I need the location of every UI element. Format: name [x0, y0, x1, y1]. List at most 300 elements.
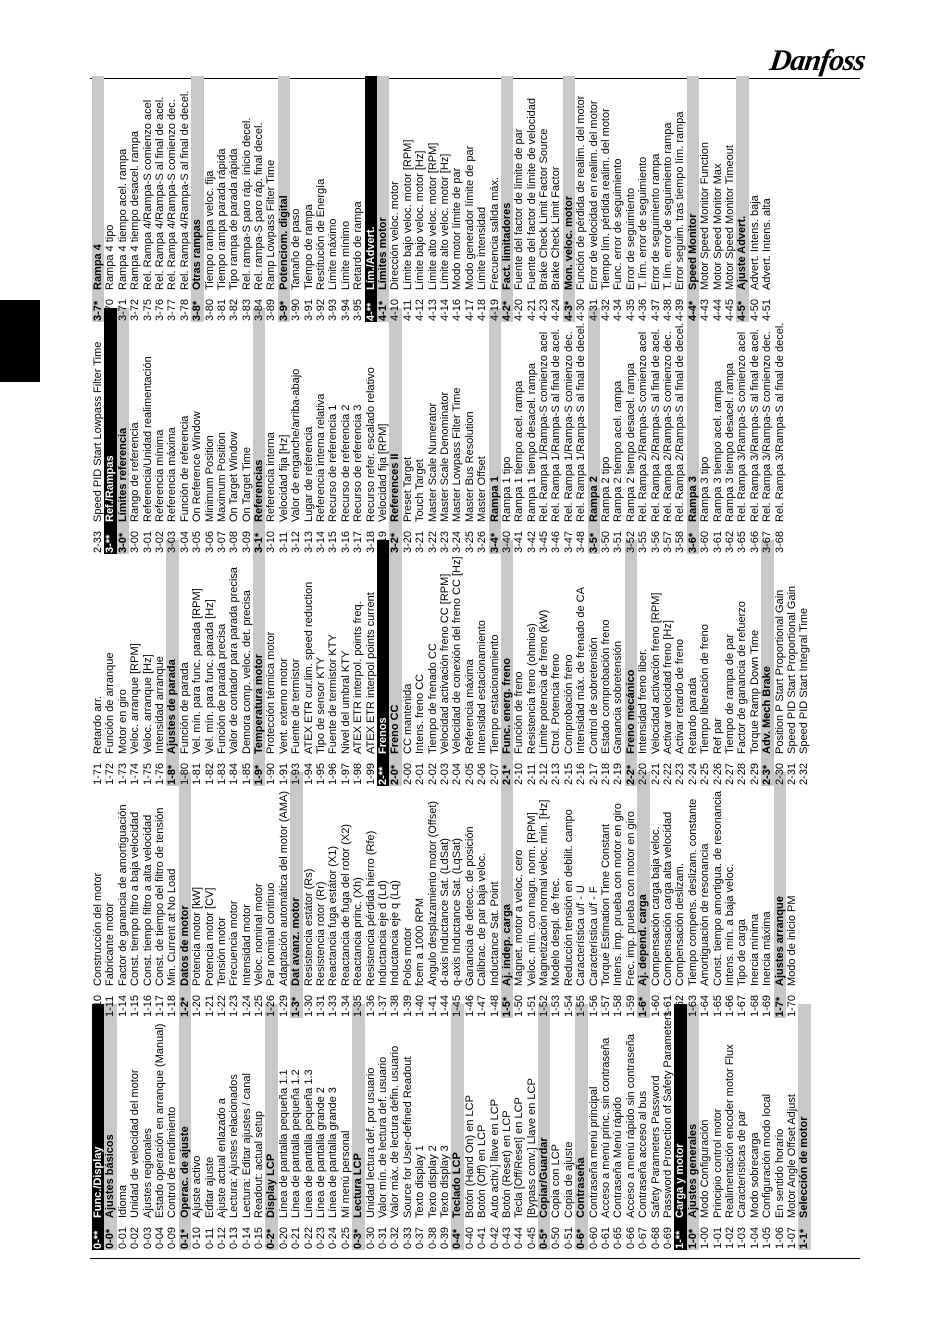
parameter-name: Copia con LCP	[550, 1144, 563, 1218]
parameter-number: 1-29	[277, 994, 290, 1017]
parameter-number: 0-44	[513, 1226, 526, 1249]
parameter-row	[104, 772, 116, 1018]
parameter-name: Límite alto veloc. motor [RPM]	[426, 142, 439, 290]
parameter-number: 0-32	[389, 1226, 402, 1249]
parameter-number: 0-43	[500, 1226, 513, 1249]
parameter-name: Rel. Rampa 3/Rampa-S comienzo acel	[736, 331, 749, 522]
parameter-number: 0-1*	[178, 1228, 191, 1249]
parameter-number: 1-91	[277, 762, 290, 785]
parameter-row	[563, 308, 575, 554]
parameter-row	[117, 540, 129, 786]
parameter-name: Compensación deslizam.	[674, 863, 687, 986]
parameter-name: Editar ajuste	[203, 1156, 216, 1218]
parameter-row	[278, 1004, 290, 1250]
parameter-name: Ganancia sobretensión	[612, 640, 625, 754]
parameter-row	[662, 772, 674, 1018]
parameter-number: 4-5*	[736, 300, 749, 321]
parameter-number: 3-11	[277, 531, 290, 553]
parameter-name: Referencia interna relativa	[315, 393, 328, 522]
parameter-row	[575, 772, 587, 1018]
parameter-number: 1-47	[476, 994, 489, 1017]
parameter-number: 1-03	[736, 1226, 749, 1249]
group-header	[389, 308, 401, 554]
parameter-row	[749, 540, 761, 786]
parameter-name: Calibrac. de par baja veloc.	[476, 852, 489, 986]
section-header	[365, 76, 377, 322]
parameter-row	[650, 772, 662, 1018]
parameter-column	[92, 308, 862, 554]
parameter-name: Ajustes de parada	[166, 659, 179, 754]
parameter-name: q-axis Inductance Sat. (LqSat)	[451, 838, 464, 986]
parameter-row	[414, 1004, 426, 1250]
parameter-number: 1-61	[661, 994, 674, 1017]
parameter-name: T. lím. error de seguimiento	[637, 156, 650, 290]
parameter-name: Límite potencia de freno (kW)	[538, 609, 551, 754]
parameter-row	[414, 76, 426, 322]
parameter-row	[204, 76, 216, 322]
parameter-row	[513, 76, 525, 322]
parameter-name: Límite mínimo	[339, 220, 352, 290]
parameter-number: 1-95	[315, 762, 328, 785]
parameter-name: Velocidad fija [RPM]	[376, 423, 389, 522]
parameter-row	[439, 772, 451, 1018]
parameter-name: Potencia motor [CV]	[203, 887, 216, 986]
parameter-name: Readout: actual setup	[253, 1110, 266, 1218]
parameter-name: Speed PID Start Integral Time	[798, 607, 811, 754]
parameter-name: Frecuencia salida máx.	[488, 176, 501, 290]
parameter-row	[241, 540, 253, 786]
parameter-name: Rel. Rampa 4/Rampa-S comienzo dec.	[166, 99, 179, 290]
parameter-number: 3-84	[253, 298, 266, 321]
parameter-number: 2-32	[798, 762, 811, 785]
parameter-name: Compensación carga alta velocidad	[661, 811, 674, 986]
parameter-name: Torque Estimation Time Constant	[600, 823, 613, 986]
parameter-name: Vel. mín. para func. parada [Hz]	[203, 599, 216, 754]
parameter-number: 1-60	[649, 994, 662, 1017]
parameter-number: 1-5*	[500, 996, 513, 1017]
parameter-name: Mon. veloc. motor	[562, 195, 575, 290]
parameter-row	[179, 540, 191, 786]
group-header	[501, 76, 513, 322]
parameter-number: 1-99	[364, 762, 377, 785]
parameter-number: 2-04	[451, 762, 464, 785]
parameter-number: 0-2*	[265, 1228, 278, 1249]
parameter-row	[402, 772, 414, 1018]
parameter-name: Función de parada	[178, 662, 191, 754]
parameter-name: Potencia motor [kW]	[191, 886, 204, 986]
parameter-row	[377, 772, 389, 1018]
parameter-row	[749, 308, 761, 554]
parameter-number: 0-60	[587, 1226, 600, 1249]
parameter-name: Temperatura motor	[253, 653, 266, 754]
parameter-name: Error seguim. tras tiempo lím. rampa	[674, 111, 687, 290]
parameter-row	[550, 308, 562, 554]
parameter-name: Línea de pantalla grande 3	[327, 1087, 340, 1218]
parameter-name: Límite máximo	[327, 218, 340, 290]
parameter-number: 2-05	[463, 762, 476, 785]
parameter-row	[92, 540, 104, 786]
parameter-row	[228, 540, 240, 786]
group-header	[191, 76, 203, 322]
group-header	[377, 76, 389, 322]
parameter-name: Rampa 3 tipo	[699, 456, 712, 522]
parameter-row	[625, 1004, 637, 1250]
parameter-row	[191, 1004, 203, 1250]
parameter-name: Tipo rampa de parada rápida	[228, 148, 241, 290]
parameter-name: Ajuste actual enlazado a	[215, 1098, 228, 1218]
parameter-number: 1-65	[711, 994, 724, 1017]
parameter-name: Lectura LCP	[352, 1153, 365, 1218]
parameter-row	[736, 772, 748, 1018]
group-header	[588, 308, 600, 554]
parameter-name: Fuente del factor de límite de par	[513, 128, 526, 290]
parameter-row	[365, 1004, 377, 1250]
parameter-name: ATEX ETR cur.lim. speed reduction	[302, 581, 315, 754]
parameter-row	[786, 1004, 798, 1250]
parameter-row	[154, 540, 166, 786]
parameter-name: Intensidad máx. de frenado de CA	[575, 587, 588, 754]
parameter-number: 4-23	[538, 298, 551, 321]
group-header	[774, 772, 786, 1018]
parameter-row	[104, 76, 116, 322]
parameter-row	[699, 772, 711, 1018]
parameter-name: Modelo despl. de frec.	[550, 877, 563, 986]
parameter-name: Resistencia freno (ohmios)	[525, 623, 538, 754]
parameter-number: 0-5*	[538, 1228, 551, 1249]
parameter-number: 0-69	[661, 1226, 674, 1249]
parameter-row	[736, 540, 748, 786]
parameter-number: 1-71	[92, 762, 104, 785]
parameter-name: Ref./Rampas	[104, 455, 117, 522]
parameter-name: Rampa 1 tiempo desacel. rampa	[525, 363, 538, 522]
parameter-column	[92, 772, 862, 1018]
parameter-number: 1-72	[104, 762, 117, 785]
parameter-number: 3-75	[141, 298, 154, 321]
danfoss-logo: Danfoss	[767, 44, 868, 77]
parameter-row	[600, 772, 612, 1018]
parameter-row	[278, 540, 290, 786]
parameter-number: 1-9*	[253, 764, 266, 785]
parameter-number: 1-50	[513, 994, 526, 1017]
parameter-name: Demora comp. veloc. det. precisa	[240, 590, 253, 754]
group-header	[253, 540, 265, 786]
parameter-row	[451, 76, 463, 322]
parameter-number: 3-10	[265, 530, 278, 553]
parameter-number: 0-10	[191, 1226, 204, 1249]
parameter-row	[476, 772, 488, 1018]
parameter-number: 0-14	[240, 1226, 253, 1249]
parameter-number: 1-76	[153, 762, 166, 785]
parameter-name: Línea de pantalla pequeña 1.1	[277, 1069, 290, 1218]
parameter-number: 1-75	[141, 762, 154, 785]
parameter-number: 1-7*	[773, 996, 786, 1017]
parameter-name: Selección de motor	[798, 1116, 811, 1218]
parameter-number: 3-78	[178, 298, 191, 321]
parameter-name: Acceso a menú rápido sin contraseña	[624, 1033, 637, 1218]
parameter-name: Touch Target	[414, 459, 427, 522]
parameter-number: 1-34	[339, 994, 352, 1017]
parameter-row	[166, 1004, 178, 1250]
parameter-number: 0-24	[327, 1226, 340, 1249]
parameter-name: Magnetización normal veloc. mín. [Hz]	[538, 799, 551, 986]
parameter-name: Error de seguimiento	[624, 187, 637, 290]
parameter-name: Restitución de Energía	[315, 178, 328, 290]
parameter-row	[253, 1004, 265, 1250]
parameter-name: Línea de pantalla grande 2	[315, 1087, 328, 1218]
parameter-name: Brake Check Limit Factor	[550, 166, 563, 290]
parameter-row	[204, 540, 216, 786]
parameter-row	[600, 1004, 612, 1250]
parameter-number: 4-10	[389, 298, 402, 321]
parameter-number: 1-98	[352, 762, 365, 785]
parameter-number: 1-24	[240, 994, 253, 1017]
parameter-name: Motor Speed Monitor Timeout	[723, 145, 736, 290]
parameter-row	[228, 772, 240, 1018]
parameter-name: Preset Target	[401, 456, 414, 522]
parameter-number: 3-47	[562, 530, 575, 553]
parameter-number: 0-25	[339, 1226, 352, 1249]
parameter-row	[303, 772, 315, 1018]
parameter-number: 0-38	[426, 1226, 439, 1249]
parameter-number: 1-**	[674, 1230, 687, 1249]
parameter-name: Función de referencia	[178, 415, 191, 522]
parameter-name: Veloc. arranque [Hz]	[141, 654, 154, 754]
parameter-row	[538, 76, 550, 322]
parameter-row	[365, 308, 377, 554]
parameter-name: Control de sobretensión	[587, 637, 600, 754]
parameter-name: Función de arranque	[104, 652, 117, 754]
parameter-number: 1-82	[203, 762, 216, 785]
parameter-name: Const. de tiempo del filtro de tensión	[153, 807, 166, 986]
parameter-number: 1-80	[178, 762, 191, 785]
parameter-number: 4-36	[637, 298, 650, 321]
parameter-name: Veloc. mín. con magn. norm. [RPM]	[525, 812, 538, 986]
parameter-number: 0-6*	[575, 1228, 588, 1249]
parameter-row	[650, 1004, 662, 1250]
parameter-name: Magnet. motor a veloc. cero	[513, 849, 526, 986]
parameter-row	[129, 1004, 141, 1250]
parameter-number: 3-60	[699, 530, 712, 553]
parameter-row	[650, 308, 662, 554]
parameter-name: Resistencia pérdida hierro (Rfe)	[364, 830, 377, 986]
parameter-name: Construcción del motor	[92, 872, 104, 986]
parameter-row	[712, 772, 724, 1018]
parameter-number: 4-35	[624, 298, 637, 321]
parameter-number: 4-3*	[562, 300, 575, 321]
parameter-number: 1-8*	[166, 764, 179, 785]
parameter-row	[179, 308, 191, 554]
parameter-row	[142, 308, 154, 554]
parameter-row	[427, 772, 439, 1018]
parameter-name: Tipo de sensor KTY	[315, 657, 328, 754]
parameter-name: Resistencia rotor (Rr)	[315, 881, 328, 986]
parameter-number: 1-40	[414, 994, 427, 1017]
parameter-row	[550, 772, 562, 1018]
parameter-name: Torque Ramp Down Time	[748, 629, 761, 754]
parameter-name: Safety Parameters Password	[649, 1075, 662, 1218]
parameter-number: 2-22	[661, 762, 674, 785]
parameter-row	[117, 76, 129, 322]
parameter-row	[340, 772, 352, 1018]
parameter-number: 3-07	[215, 530, 228, 553]
parameter-number: 1-25	[253, 994, 266, 1017]
parameter-name: Polos motor	[401, 927, 414, 986]
parameter-row	[464, 1004, 476, 1250]
parameter-row	[327, 540, 339, 786]
parameter-row	[241, 1004, 253, 1250]
parameter-number: 3-13	[302, 530, 315, 553]
parameter-number: 0-68	[649, 1226, 662, 1249]
parameter-row	[216, 308, 228, 554]
parameter-row	[216, 772, 228, 1018]
parameter-name: Operac. de ajuste	[178, 1126, 191, 1218]
parameter-row	[625, 772, 637, 1018]
parameter-number: 0-50	[550, 1226, 563, 1249]
parameter-name: Límites referencia	[116, 427, 129, 522]
parameter-number: 3-67	[761, 530, 774, 553]
parameter-row	[550, 1004, 562, 1250]
parameter-row	[550, 540, 562, 786]
parameter-column	[92, 1004, 862, 1250]
parameter-row	[761, 308, 773, 554]
parameter-number: 1-70	[785, 994, 798, 1017]
group-header	[451, 1004, 463, 1250]
parameter-name: Principio control motor	[711, 1108, 724, 1218]
parameter-name: Rel. Rampa 2/Rampa-S al final de decel.	[674, 322, 687, 522]
parameter-number: 3-22	[426, 530, 439, 553]
parameter-number: 3-8*	[191, 300, 204, 321]
parameter-row	[265, 772, 277, 1018]
parameter-number: 3-09	[240, 530, 253, 553]
parameter-row	[600, 76, 612, 322]
parameter-name: Texto display 2	[426, 1145, 439, 1218]
parameter-number: 3-41	[513, 530, 526, 553]
parameter-row	[241, 76, 253, 322]
parameter-number: 1-52	[538, 994, 551, 1017]
parameter-number: 1-23	[228, 994, 241, 1017]
parameter-name: Reactancia princ. (Xh)	[352, 877, 365, 986]
parameter-row	[340, 540, 352, 786]
parameter-row	[526, 308, 538, 554]
parameter-row	[365, 772, 377, 1018]
parameter-number: 0-04	[153, 1226, 166, 1249]
parameter-number: 0-39	[438, 1226, 451, 1249]
parameter-name: Ajustes básicos	[104, 1134, 117, 1218]
parameter-number: 0-21	[290, 1226, 303, 1249]
parameter-number: 2-27	[723, 762, 736, 785]
parameter-name: Referencia/Unidad realimentación	[141, 356, 154, 522]
parameter-number: 2-31	[785, 762, 798, 785]
parameter-row	[712, 1004, 724, 1250]
section-header	[674, 1004, 686, 1250]
parameter-number: 1-97	[339, 762, 352, 785]
parameter-name: Motor Speed Monitor Max	[711, 163, 724, 290]
parameter-row	[563, 772, 575, 1018]
parameter-number: 0-02	[129, 1226, 142, 1249]
parameter-row	[662, 540, 674, 786]
parameter-name: Unidad de velocidad del motor	[129, 1069, 142, 1218]
group-header	[352, 1004, 364, 1250]
parameter-row	[637, 1004, 649, 1250]
parameter-name: Rel. Rampa 1/Rampa-S comienzo acel	[538, 331, 551, 522]
parameter-number: 3-90	[290, 298, 303, 321]
parameter-name: Factor de ganancia de refuerzo	[736, 601, 749, 754]
parameter-row	[414, 540, 426, 786]
parameter-name: Inercia mínima	[748, 913, 761, 986]
parameter-row	[414, 772, 426, 1018]
parameter-row	[340, 308, 352, 554]
parameter-name: Rango de referencia	[129, 422, 142, 522]
parameter-number: 3-45	[538, 530, 551, 553]
parameter-row	[761, 1004, 773, 1250]
group-header	[389, 540, 401, 786]
parameter-name: Modo motor límite de par	[451, 167, 464, 290]
parameter-number: 2-18	[600, 762, 613, 785]
parameter-row	[365, 540, 377, 786]
parameter-name: Rampa 3	[686, 476, 699, 522]
parameter-name: Intensidad freno liber.	[637, 648, 650, 754]
parameter-name: Aj. indep. carga	[500, 904, 513, 986]
parameter-name: Par nominal continuo	[265, 882, 278, 986]
parameter-name: Contraseña menú principal	[587, 1086, 600, 1218]
parameter-row	[315, 1004, 327, 1250]
parameter-number: 4-17	[463, 298, 476, 321]
group-header	[104, 1004, 116, 1250]
parameter-name: Modo Configuración	[699, 1119, 712, 1218]
parameter-number: 1-04	[748, 1226, 761, 1249]
parameter-name: Tiempo estacionamiento	[488, 634, 501, 754]
parameter-row	[612, 308, 624, 554]
parameter-number: 3-23	[438, 530, 451, 553]
parameter-name: Límite intensidad	[476, 206, 489, 290]
parameter-row	[389, 76, 401, 322]
parameter-row	[650, 540, 662, 786]
parameter-name: Rel. rampa-S paro ráp. inicio decel.	[240, 117, 253, 290]
parameter-name: Rampa 3 tiempo acel. rampa	[711, 380, 724, 522]
parameter-name: Límite alto veloc. motor [Hz]	[438, 153, 451, 290]
parameter-number: 2-01	[414, 762, 427, 785]
parameter-row	[179, 76, 191, 322]
parameter-name: Rampa 1	[488, 476, 501, 522]
parameter-number: 2-2*	[624, 764, 637, 785]
parameter-name: Rel. Rampa 1/Rampa-S al final de decel.	[575, 322, 588, 522]
parameter-number: 3-58	[674, 530, 687, 553]
parameter-number: 4-1*	[377, 300, 389, 321]
parameter-name: Retardo arr.	[92, 695, 104, 754]
parameter-row	[389, 772, 401, 1018]
parameter-number: 3-57	[661, 530, 674, 553]
parameter-row	[612, 1004, 624, 1250]
parameter-number: 2-17	[587, 762, 600, 785]
parameter-number: 1-51	[525, 994, 538, 1017]
parameter-row	[427, 540, 439, 786]
parameter-row	[142, 540, 154, 786]
parameter-number: 1-05	[761, 1226, 774, 1249]
parameter-number: 2-02	[426, 762, 439, 785]
parameter-number: 0-37	[414, 1226, 427, 1249]
parameter-number: 1-16	[141, 994, 154, 1017]
parameter-number: 3-17	[352, 530, 365, 553]
parameter-row	[352, 772, 364, 1018]
parameter-number: 4-13	[426, 298, 439, 321]
parameter-number: 2-30	[773, 762, 786, 785]
parameter-number: 1-10	[92, 994, 104, 1017]
parameter-row	[154, 308, 166, 554]
parameter-name: Intens. mín. a baja veloc.	[723, 863, 736, 986]
parameter-number: 2-3*	[761, 764, 774, 785]
parameter-row	[92, 308, 104, 554]
parameter-name: Source for User-defined Readout	[401, 1056, 414, 1218]
